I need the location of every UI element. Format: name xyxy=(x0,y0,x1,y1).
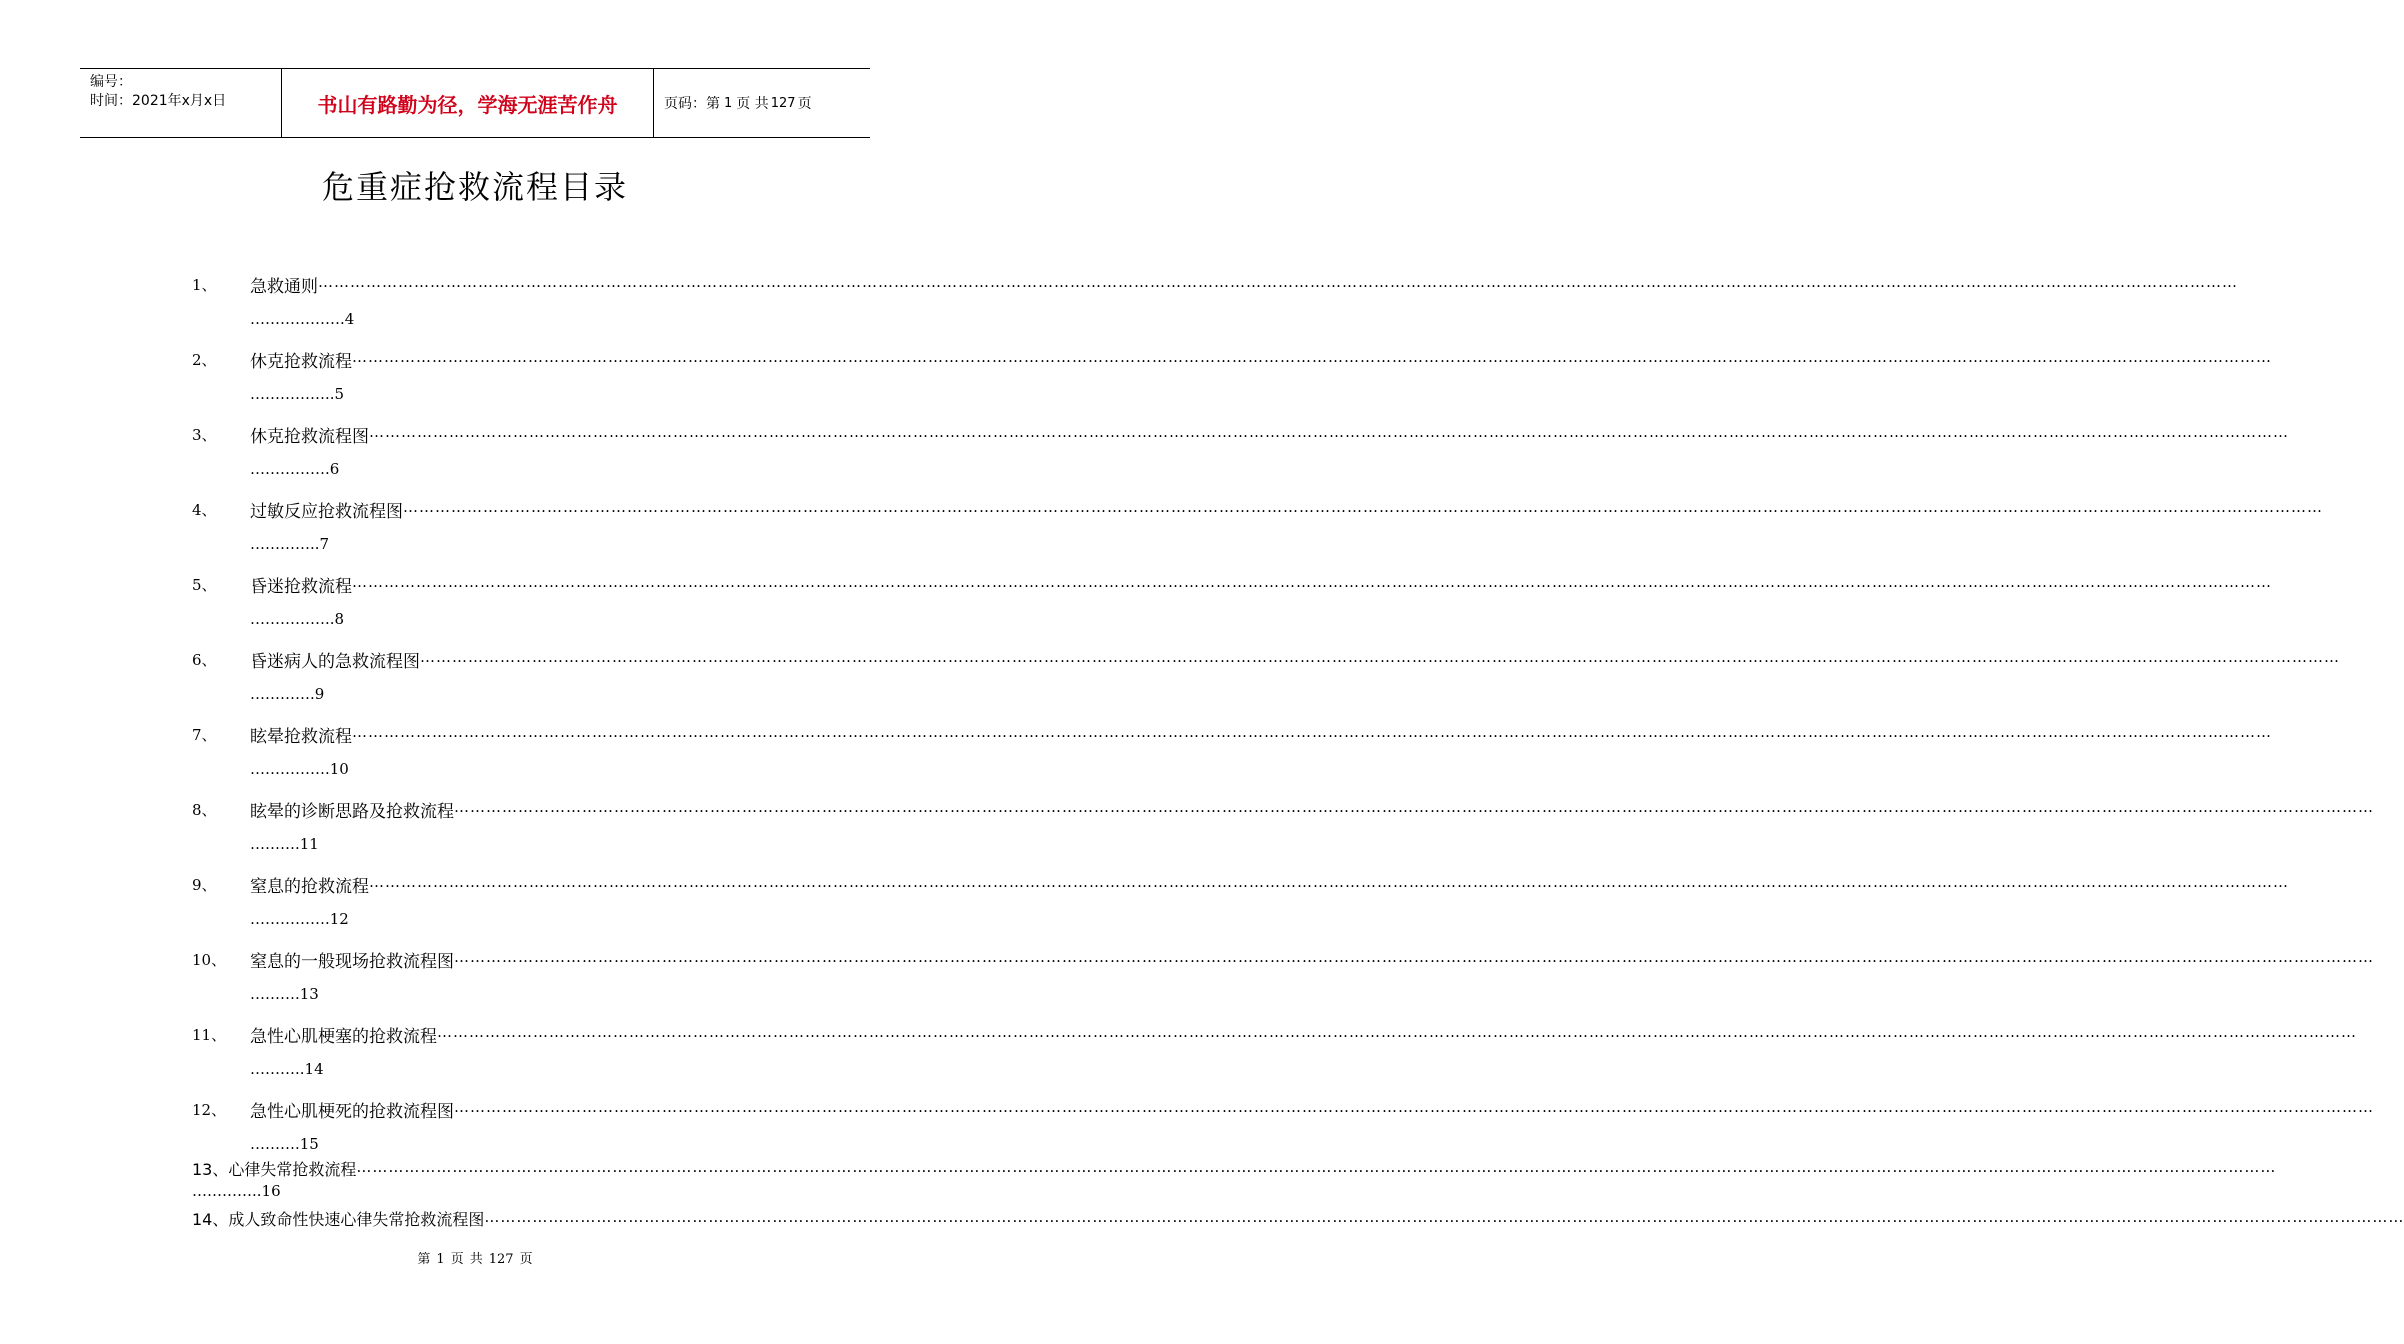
toc-entry-title[interactable]: 急救通则 xyxy=(250,277,318,297)
page-footer xyxy=(0,1248,950,1267)
toc-entry-page[interactable]: ……….15 xyxy=(250,1135,319,1153)
toc-entry-number: 11、 xyxy=(192,1026,227,1044)
toc-entry-number: 8、 xyxy=(192,801,217,819)
footer-prefix: 第 xyxy=(417,1252,431,1267)
toc-leader-dots: ……………………………………………………………………………………………………………………………………………………………………………………………………………………………………………………………………………………………………………………………… xyxy=(351,573,2272,591)
toc-leader-dots: ……………………………………………………………………………………………………………………………………………………………………………………………………………………………………………………………………………………………………………………………… xyxy=(356,1158,2277,1176)
toc-entry-page[interactable]: …………..16 xyxy=(192,1182,281,1200)
toc-entry-page[interactable]: …………….10 xyxy=(250,760,349,778)
toc-entry-page[interactable]: …………….12 xyxy=(250,910,349,928)
footer-page: 1 xyxy=(436,1252,445,1267)
toc-entry-title[interactable]: 休克抢救流程图 xyxy=(250,427,369,447)
toc-entry-number: 3、 xyxy=(192,426,217,444)
toc-leader-dots: ……………………………………………………………………………………………………………………………………………………………………………………………………………………………………………………………………………………………………………………………… xyxy=(351,348,2272,366)
toc-leader-dots: ……………………………………………………………………………………………………………………………………………………………………………………………………………………………………………………………………………………………………………………………… xyxy=(402,498,2323,516)
toc-entry-page[interactable]: ……….11 xyxy=(250,835,319,853)
footer-mid1: 页 xyxy=(450,1252,464,1267)
header-motto: 书山有路勤为径，学海无涯苦作舟 xyxy=(281,69,654,137)
footer-total: 127 xyxy=(488,1252,514,1267)
toc-entry-page[interactable]: ……………….4 xyxy=(250,310,355,328)
toc-entry-number: 5、 xyxy=(192,576,217,594)
toc-entry-page[interactable]: ……………..8 xyxy=(250,610,345,628)
footer-suffix: 页 xyxy=(519,1252,533,1267)
toc-entry-page[interactable]: ……….13 xyxy=(250,985,319,1003)
toc-entry-number: 7、 xyxy=(192,726,217,744)
header-page-total: 127 xyxy=(770,95,796,111)
toc-leader-dots: ……………………………………………………………………………………………………………………………………………………………………………………………………………………………………………………………………………………………………………………………… xyxy=(419,648,2340,666)
document-title: 危重症抢救流程目录 xyxy=(321,168,628,206)
toc-entry-number: 6、 xyxy=(192,651,217,669)
toc-entry-page[interactable]: …………..7 xyxy=(250,535,330,553)
toc-entry-page[interactable]: ………..14 xyxy=(250,1060,324,1078)
header-serial-label: 编号： xyxy=(90,74,132,90)
toc-leader-dots: ……………………………………………………………………………………………………………………………………………………………………………………………………………………………………………………………………………………………………………………………… xyxy=(453,1098,2374,1116)
toc-entry-title[interactable]: 过敏反应抢救流程图 xyxy=(250,502,403,522)
toc-leader-dots: ……………………………………………………………………………………………………………………………………………………………………………………………………………………………………………………………………………………………………………………………… xyxy=(317,273,2238,291)
toc-entry-number: 2、 xyxy=(192,351,217,369)
toc-leader-dots: ……………………………………………………………………………………………………………………………………………………………………………………………………………………………………………………………………………………………………………………………… xyxy=(351,723,2272,741)
toc-leader-dots: ……………………………………………………………………………………………………………………………………………………………………………………………………………………………………………………………………………………………………………………………… xyxy=(368,423,2289,441)
header-date: 时间：2021年x月x日 xyxy=(90,93,227,109)
toc-compact-entry[interactable] xyxy=(192,1207,484,1230)
header-page-number: 1 xyxy=(724,95,733,111)
toc-entry-number: 10、 xyxy=(192,951,227,969)
toc-entry-number: 4、 xyxy=(192,501,217,519)
toc-leader-dots: ……………………………………………………………………………………………………………………………………………………………………………………………………………………………………………………………………………………………………………………………… xyxy=(453,948,2374,966)
toc-entry-page[interactable]: ……………..5 xyxy=(250,385,345,403)
header-page-prefix: 页码：第 xyxy=(664,96,720,112)
toc-entry-title[interactable]: 窒息的一般现场抢救流程图 xyxy=(250,952,454,972)
toc-entry-title[interactable]: 昏迷病人的急救流程图 xyxy=(250,652,420,672)
toc-leader-dots: ……………………………………………………………………………………………………………………………………………………………………………………………………………………………………………………………………………………………………………………………… xyxy=(368,873,2289,891)
footer-mid2: 共 xyxy=(469,1252,483,1267)
toc-entry-number: 13 xyxy=(192,1160,213,1179)
toc-leader-dots: ……………………………………………………………………………………………………………………………………………………………………………………………………………………………………………………………………………………………………………………………… xyxy=(436,1023,2357,1041)
toc-entry-title[interactable]: 急性心肌梗死的抢救流程图 xyxy=(250,1102,454,1122)
toc-leader-dots: ……………………………………………………………………………………………………………………………………………………………………………………………………………………………………………………………………………………………………………………………… xyxy=(453,798,2374,816)
toc-entry-title: 、成人致命性快速心律失常抢救流程图 xyxy=(212,1210,485,1229)
toc-leader-dots: ……………………………………………………………………………………………………………………………………………………………………………………………………………………………………………………………………………………………………………………………… xyxy=(484,1208,2404,1226)
header-page-mid: 页 共 xyxy=(736,96,769,112)
toc-entry-page[interactable]: …………….6 xyxy=(250,460,340,478)
header-page-suffix: 页 xyxy=(797,96,812,112)
toc-entry-number: 12、 xyxy=(192,1101,227,1119)
toc-entry-number: 14 xyxy=(192,1210,213,1229)
toc-entry-title[interactable]: 眩晕的诊断思路及抢救流程 xyxy=(250,802,454,822)
toc-compact-entry[interactable] xyxy=(192,1157,356,1180)
toc-entry-title[interactable]: 窒息的抢救流程 xyxy=(250,877,369,897)
toc-entry-title[interactable]: 昏迷抢救流程 xyxy=(250,577,352,597)
toc-entry-title[interactable]: 急性心肌梗塞的抢救流程 xyxy=(250,1027,437,1047)
toc-entry-title: 、心律失常抢救流程 xyxy=(212,1160,357,1179)
toc-entry-title[interactable]: 休克抢救流程 xyxy=(250,352,352,372)
toc-entry-title[interactable]: 眩晕抢救流程 xyxy=(250,727,352,747)
toc-entry-page[interactable]: ………….9 xyxy=(250,685,325,703)
toc-entry-number: 1、 xyxy=(192,276,217,294)
toc-entry-number: 9、 xyxy=(192,876,217,894)
